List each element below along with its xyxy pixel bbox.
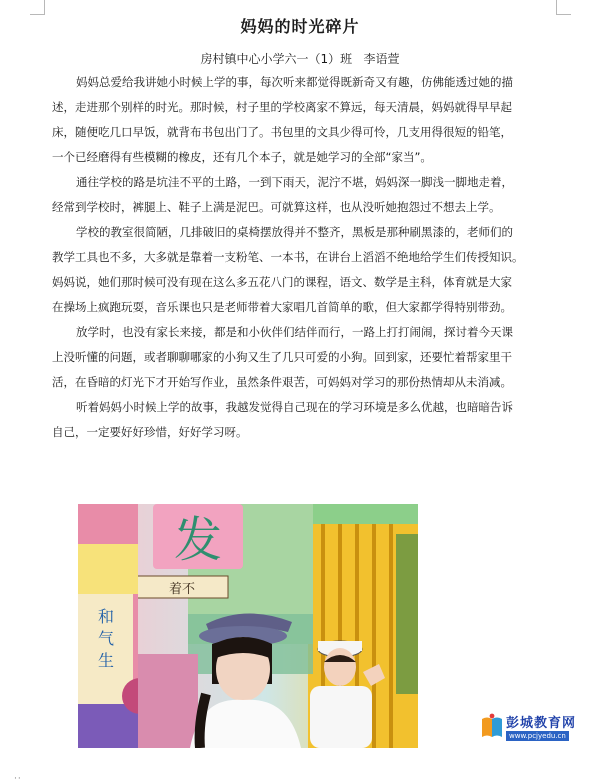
watermark-logo — [480, 712, 590, 748]
body-line: 放学时，也没有家长来接，都是和小伙伴们结伴而行，一路上打打闹闹，探讨着今天课 — [76, 325, 513, 339]
body-line: 经常到学校时，裤腿上、鞋子上满是泥巴。可就算这样，也从没听她抱怨过不想去上学。 — [52, 200, 501, 214]
photo-vertical-char: 生 — [97, 651, 115, 670]
article-title: 妈妈的时光碎片 — [240, 17, 360, 36]
body-line: 一个已经磨得有些模糊的橡皮，还有几个本子，就是她学习的全部“家当”。 — [52, 150, 432, 164]
watermark-url: www.pcjyedu.cn — [506, 731, 569, 741]
photo-vertical-text — [98, 607, 114, 670]
page-dots: ·· — [14, 774, 22, 784]
photo — [78, 504, 418, 748]
body-line: 妈妈说，她们那时候可没有现在这么多五花八门的课程，语文、数学是主科，体育就是大家 — [52, 275, 512, 289]
body-line: 教学工具也不多，大多就是靠着一支粉笔、一本书，在讲台上滔滔不绝地给学生们传授知识。 — [52, 250, 524, 264]
body-line: 通往学校的路是坑洼不平的土路，一到下雨天，泥泞不堪，妈妈深一脚浅一脚地走着， — [76, 175, 513, 189]
body-line: 床，随便吃几口早饭，就背布书包出门了。书包里的文具少得可怜，几支用得很短的铅笔， — [52, 125, 512, 139]
svg-text:和气生 — [98, 607, 114, 670]
body-line: 学校的教室很简陋，几排破旧的桌椅摆放得并不整齐，黑板是那种刷黑漆的，老师们的 — [76, 225, 513, 239]
photo-vertical-char: 和 — [97, 607, 115, 626]
crop-mark-top-left — [30, 0, 45, 15]
photo-illustration — [78, 504, 418, 748]
body-line: 上没听懂的问题，或者聊聊哪家的小狗又生了几只可爱的小狗。回到家，还要忙着帮家里干 — [52, 350, 512, 364]
photo-sign-text: 着不 — [168, 582, 196, 597]
photo-vertical-char: 气 — [97, 629, 115, 648]
body-line: 听着妈妈小时候上学的故事，我越发觉得自己现在的学习环境是多么优越，也暗暗告诉 — [76, 400, 513, 414]
author-line: 房村镇中心小学六一（1）班 李语萱 — [200, 52, 400, 66]
photo-sign-character: 发 — [173, 512, 223, 568]
crop-mark-top-right — [556, 0, 571, 15]
book-icon — [480, 713, 504, 739]
body-line: 述，走进那个别样的时光。那时候，村子里的学校离家不算远，每天清晨，妈妈就得早早起 — [52, 100, 512, 114]
body-line: 自己，一定要好好珍惜，好好学习呀。 — [52, 425, 248, 439]
article-body — [52, 70, 588, 445]
body-line: 妈妈总爱给我讲她小时候上学的事，每次听来都觉得既新奇又有趣，仿佛能透过她的描 — [76, 75, 513, 89]
watermark-name: 彭城教育网 — [506, 716, 577, 731]
body-line: 在操场上疯跑玩耍，音乐课也只是老师带着大家唱几首简单的歌，但大家都学得特别带劲。 — [52, 300, 512, 314]
body-line: 活，在昏暗的灯光下才开始写作业，虽然条件艰苦，可妈妈对学习的那份热情却从未消减。 — [52, 375, 512, 389]
